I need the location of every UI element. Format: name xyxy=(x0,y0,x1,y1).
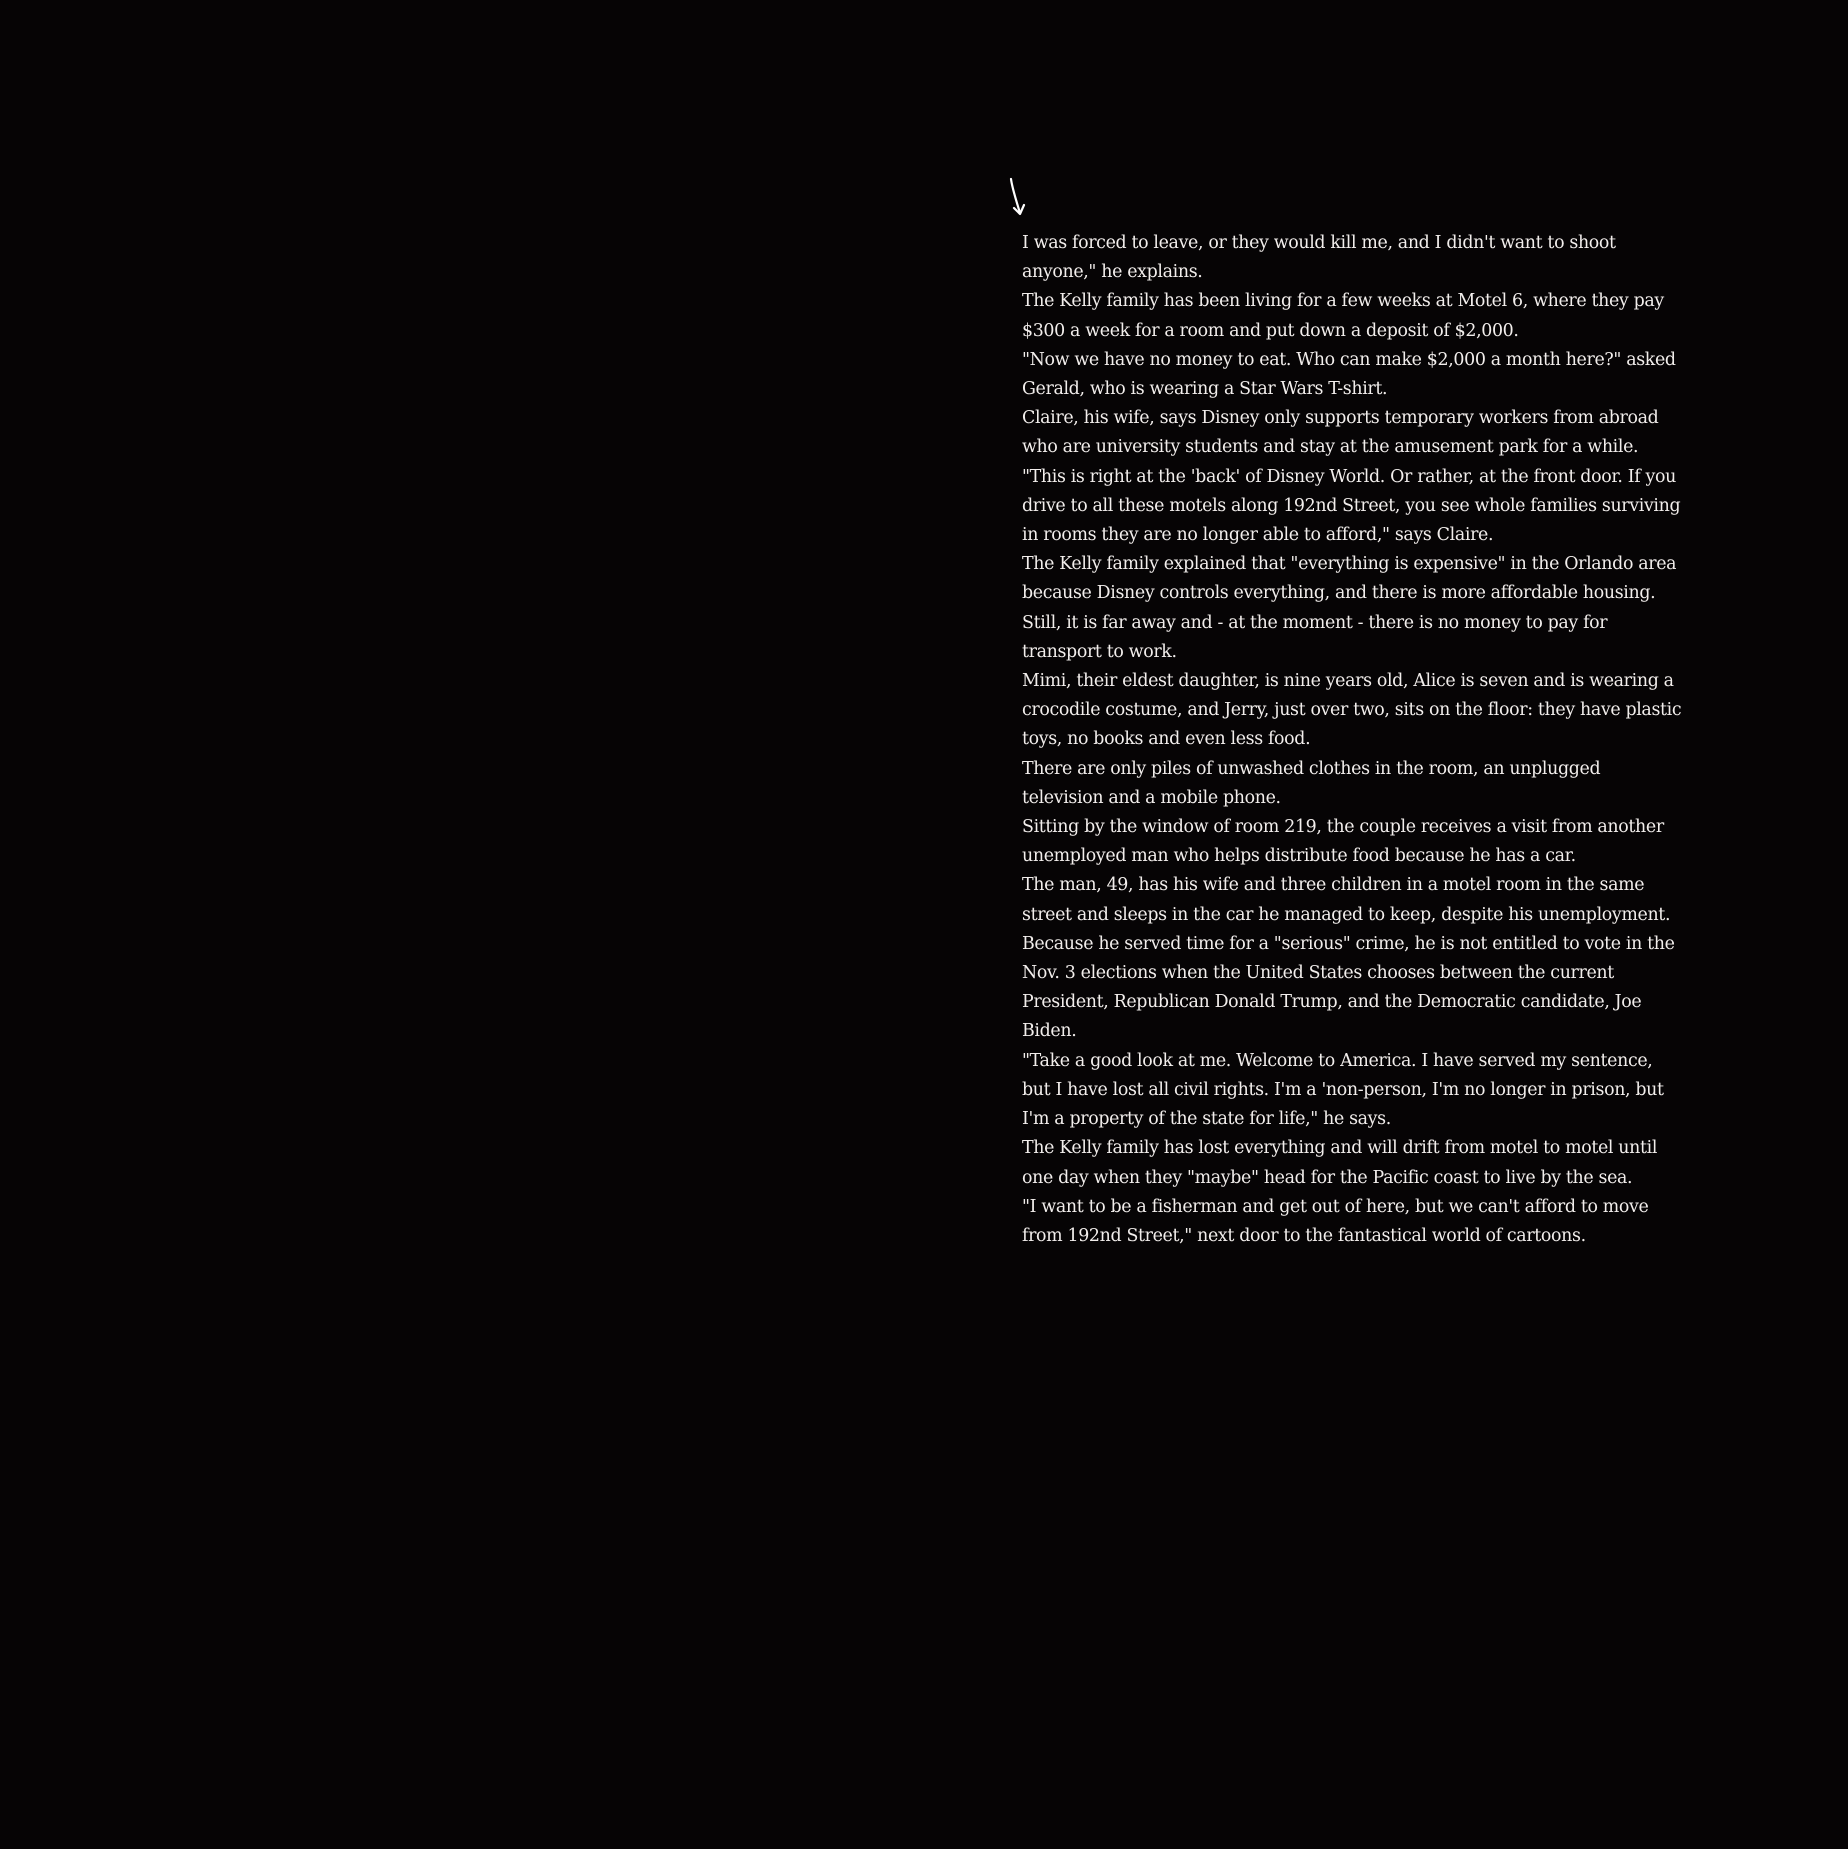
paragraph-3: "Now we have no money to eat. Who can make $2,000 a month here?" asked Gerald, who is wearing a Star Wars T-shirt. xyxy=(1022,349,1676,400)
paragraph-1: I was forced to leave, or they would kill me, and I didn't want to shoot anyone," he explains. xyxy=(1022,233,1616,283)
paragraph-4: Claire, his wife, says Disney only supports temporary workers from abroad who are university students and stay at the amusement park for a while. xyxy=(1022,408,1659,458)
paragraph-11: Because he served time for a "serious" crime, he is not entitled to vote in the Nov. 3 elections when the United States chooses between the current President, Republican Donald Trump, and the Democratic candidate, Joe Biden. xyxy=(1022,933,1675,1042)
paragraph-2: The Kelly family has been living for a few weeks at Motel 6, where they pay $300 a week for a room and put down a deposit of $2,000. xyxy=(1022,291,1664,341)
paragraph-7: Mimi, their eldest daughter, is nine years old, Alice is seven and is wearing a crocodile costume, and Jerry, just over two, sits on the floor: they have plastic toys, no books and even less food. xyxy=(1022,671,1682,750)
article-body xyxy=(1022,229,1682,1251)
paragraph-5: "This is right at the 'back' of Disney World. Or rather, at the front door. If you drive to all these motels along 192nd Street, you see whole families surviving in rooms they are no longer able to afford," says Claire. xyxy=(1022,466,1681,546)
paragraph-13: The Kelly family has lost everything and will drift from motel to motel until one day when they "maybe" head for the Pacific coast to live by the sea. xyxy=(1022,1138,1658,1188)
paragraph-8: There are only piles of unwashed clothes in the room, an unplugged television and a mobile phone. xyxy=(1022,758,1601,808)
paragraph-14: "I want to be a fisherman and get out of here, but we can't afford to move from 192nd Street," next door to the fantastical world of cartoons. xyxy=(1022,1196,1649,1246)
arrow-cursor-icon xyxy=(1008,177,1028,219)
paragraph-10: The man, 49, has his wife and three children in a motel room in the same street and sleeps in the car he managed to keep, despite his unemployment. xyxy=(1022,875,1671,925)
paragraph-6: The Kelly family explained that "everything is expensive" in the Orlando area because Disney controls everything, and there is more affordable housing. Still, it is far away and - at the moment - there is no money to pay for transport to work. xyxy=(1022,554,1677,662)
paragraph-9: Sitting by the window of room 219, the couple receives a visit from another unemployed man who helps distribute food because he has a car. xyxy=(1022,817,1664,867)
paragraph-12: "Take a good look at me. Welcome to America. I have served my sentence, but I have lost all civil rights. I'm a 'non-person, I'm no longer in prison, but I'm a property of the state for life," he says. xyxy=(1022,1050,1664,1130)
